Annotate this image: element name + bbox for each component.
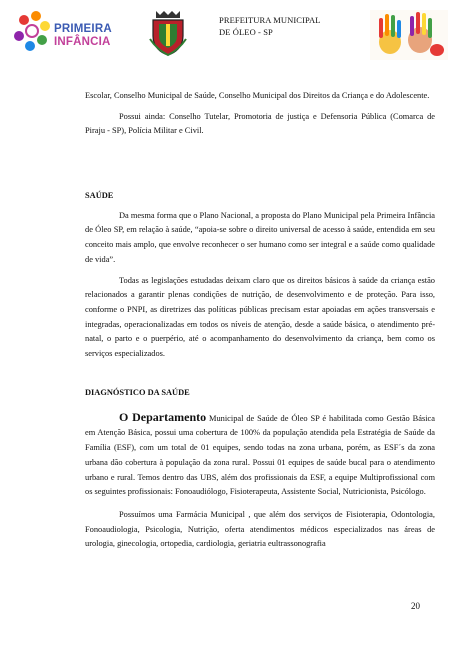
paragraph-departamento: [85, 410, 435, 500]
heading-diagnostico: DIAGNÓSTICO DA SAÚDE: [85, 388, 190, 397]
painted-hands-image: [370, 10, 448, 60]
paragraph-other-bodies: Possui ainda: Conselho Tutelar, Promotoria de justiça e Defensoria Pública (Comarca de Piraju - SP), Polícia Militar e Civil.: [85, 111, 435, 136]
municipality-name: [219, 14, 321, 38]
section-diagnostico: [85, 386, 435, 552]
document-body-top: [85, 89, 435, 139]
painted-hands-icon: [370, 10, 448, 60]
paragraph-councils: Escolar, Conselho Municipal de Saúde, Conselho Municipal dos Direitos da Criança e do Adolescente.: [85, 91, 430, 100]
logo-word-1: PRIMEIRA: [54, 23, 112, 35]
municipality-line-2: DE ÓLEO - SP: [219, 27, 273, 37]
departamento-body-text: Municipal de Saúde de Óleo SP é habilitada como Gestão Básica em Atenção Básica, possui uma cobertura de 100% da população atendida pela Estratégia de Saúde da Família (ESF), com um total de 01 equipes, sendo todas na zona urbana, porém, as ESF´s da zona urbana dão cobertura à população da zona rural. Possui 01 equipes de saúde bucal para o atendimento urbano e rural. Temos dentro das UBS, além dos profissionais da ESF, a equipe Multiprofissional com os seguintes profissionais: Fonoaudiólogo, Fisioterapeuta, Assistente Social, Nutricionista, Psicólogo.: [85, 413, 435, 497]
coat-of-arms-icon: [148, 9, 188, 57]
page-header: [0, 0, 459, 66]
section-saude: [85, 189, 435, 362]
logo-word-2: INFÂNCIA: [54, 36, 111, 48]
paragraph-plano-municipal: Da mesma forma que o Plano Nacional, a proposta do Plano Municipal pela Primeira Infância de Óleo SP, em relação à saúde, “apoia-se sobre o direito universal de acesso à saúde, entendida em seu conceito mais amplo, que envolve reconhecer o ser humano como ser integral e a saúde como qualidade de vida”.: [85, 210, 435, 264]
paragraph-farmacia: Possuímos uma Farmácia Municipal , que além dos serviços de Fisioterapia, Odontologia, Fonoaudiologia, Psicologia, Nutrição, oferta atendimentos médicos especializados nas áreas de urologia, ginecologia, ortopedia, cardiologia, geriatria eultrassonografia: [85, 509, 435, 549]
departamento-lead-text: O Departamento: [119, 409, 207, 424]
paragraph-legislacoes: Todas as legislações estudadas deixam claro que os direitos básicos à saúde da criança estão relacionados a garantir plenas condições de nutrição, de desenvolvimento e de proteção. Para isso, conforme o PNPI, as diretrizes das políticas públicas precisam estar apoiadas em ações transversais e integradas, operacionalizadas em todos os níveis de atenção, desde a saúde básica, o atendimento pré-natal, o parto e o puerpério, até o acompanhamento do desenvolvimento da criança, bem como os serviços especializados.: [85, 275, 435, 359]
municipality-line-1: PREFEITURA MUNICIPAL: [219, 15, 321, 25]
heading-saude: SAÚDE: [85, 191, 114, 200]
page-number: 20: [411, 601, 420, 611]
primeira-infancia-logo: [14, 10, 132, 58]
municipal-coat-of-arms: [148, 9, 188, 57]
